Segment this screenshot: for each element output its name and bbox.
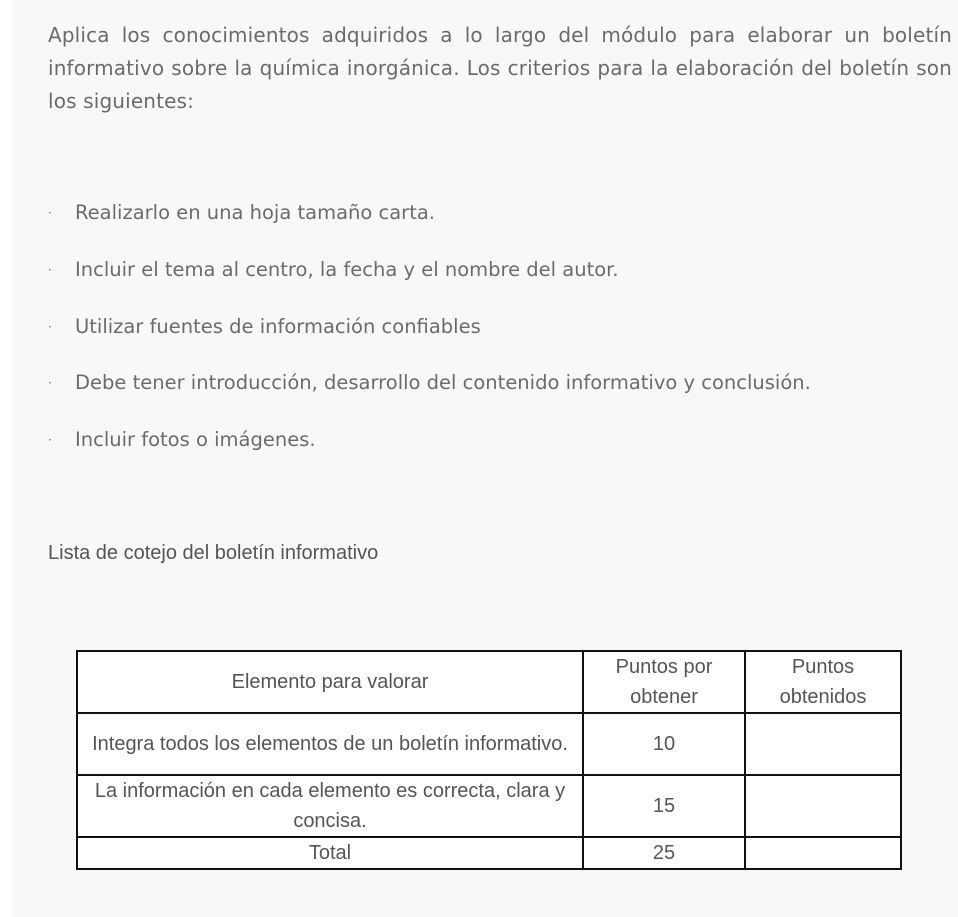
bullet-icon: · [48, 433, 52, 447]
header-points-possible: Puntos por obtener [583, 651, 745, 713]
cell-points-possible: 15 [583, 775, 745, 837]
header-points-obtained: Puntos obtenidos [745, 651, 901, 713]
checklist-table [76, 650, 902, 870]
criteria-item [48, 364, 811, 421]
criteria-list [48, 194, 811, 478]
cell-points-obtained [745, 713, 901, 775]
criteria-item [48, 421, 811, 478]
cell-points-possible: 10 [583, 713, 745, 775]
intro-paragraph: Aplica los conocimientos adquiridos a lo largo del módulo para elaborar un boletín informativo sobre la química inorgánica. Los criterios para la elaboración del boletín son los siguientes: [48, 23, 952, 113]
total-points-possible: 25 [583, 837, 745, 869]
bullet-icon: · [48, 376, 52, 391]
criteria-item-text: Realizarlo en una hoja tamaño carta. [75, 201, 435, 224]
total-label: Total [77, 837, 583, 869]
criteria-item-text: Incluir fotos o imágenes. [75, 428, 316, 451]
criteria-item-text: Incluir el tema al centro, la fecha y el nombre del autor. [75, 257, 619, 281]
criteria-item-text: Debe tener introducción, desarrollo del contenido informativo y conclusión. [75, 371, 811, 395]
checklist-title: Lista de cotejo del boletín informativo [48, 542, 379, 564]
table-total-row [77, 837, 901, 869]
criteria-item [48, 308, 811, 365]
bullet-icon: · [48, 206, 52, 220]
cell-points-obtained [745, 775, 901, 837]
criteria-item [48, 251, 811, 308]
table-row [77, 775, 901, 837]
bullet-icon: · [48, 319, 52, 334]
cell-element: La información en cada elemento es correcta, clara y concisa. [77, 775, 583, 837]
criteria-item [48, 194, 811, 251]
header-element: Elemento para valorar [77, 651, 583, 713]
bullet-icon: · [48, 262, 52, 277]
criteria-item-text: Utilizar fuentes de información confiables [75, 314, 481, 338]
table-header-row [77, 651, 901, 713]
table-row [77, 713, 901, 775]
cell-element: Integra todos los elementos de un boletín informativo. [77, 713, 583, 775]
total-points-obtained [745, 837, 901, 869]
